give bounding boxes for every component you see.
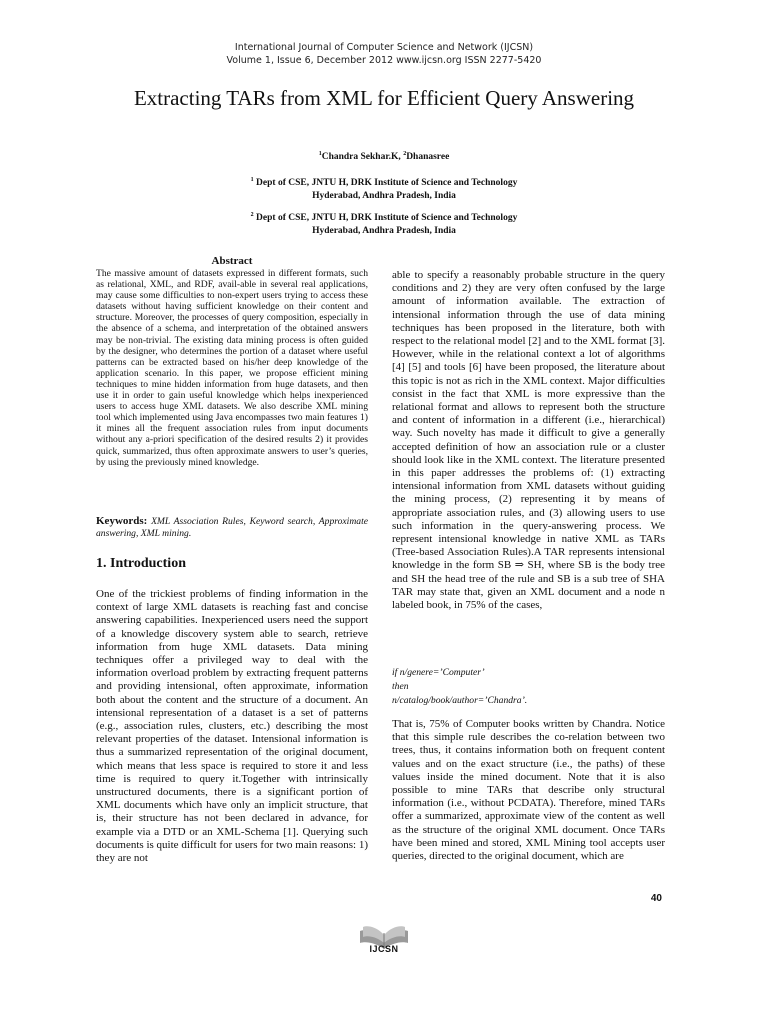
issue-header: Volume 1, Issue 6, December 2012 www.ijcsn.org ISSN 2277-5420: [226, 55, 542, 66]
keywords-block: [96, 516, 368, 539]
journal-header: International Journal of Computer Science and Network (IJCSN): [234, 42, 534, 53]
rule-line-1: if n/genere=’Computer’: [392, 667, 485, 678]
right-column-paragraph-2: That is, 75% of Computer books written by Chandra. Notice that this simple rule describes the co-relation between two trees, thus, it contains information both on frequent content values and on the exact structure (i.e., the paths) of these values inside the mined document. Note that it is also possible to mine TARs that describe only structural information (i.e., without PCDATA). Therefore, mined TARs offer a summarized, approximate view of the content as well as the structure of the original XML document. Once TARs have been mined and stored, XML Mining tool accepts user queries, directed to the original document, which are: [392, 718, 665, 863]
right-column-text: [392, 269, 665, 612]
rule-line-3: n/catalog/book/author=’Chandra’.: [392, 695, 528, 706]
intro-paragraph: One of the trickiest problems of finding information in the context of large XML datasets is reaching fast and concise answering capabilities. Inexperienced users need the support of a knowledge discovery system able to search, retrieve information from huge XML datasets. Data mining techniques offer a privileged way to deal with the information overload problem by extracting frequent patterns and providing intensional, often approximate, information both about the content and the structure of a document. An intensional representation of a dataset is a set of patterns (e.g., association rules, clusters, etc.) describing the most relevant properties of the dataset. Intensional information is thus a summarized representation of the original document, which means that less space is required to store it and less time is required to query it.Together with intrinsically unstructured documents, there is a significant portion of XML documents which have only an implicit structure, that is, their structure has not been declared in advance, for example via a DTD or an XML-Schema [1]. Querying such documents is quite difficult for users for two main reasons: 1) they are not: [96, 588, 368, 865]
affiliation-2-superscript: 2: [250, 212, 254, 218]
affiliation-1: [0, 174, 768, 203]
author1-name: Chandra Sekhar.K,: [321, 152, 404, 163]
rule-line-2: then: [392, 681, 409, 692]
intro-heading: 1. Introduction: [96, 556, 186, 571]
rule-example: [392, 666, 665, 708]
journal-logo-text: IJCSN: [369, 944, 399, 954]
author2-name: Dhanasree: [406, 152, 450, 163]
page-number: 40: [650, 893, 662, 904]
paper-title: Extracting TARs from XML for Efficient Query Answering: [133, 86, 635, 110]
affiliation-2-line1: Dept of CSE, JNTU H, DRK Institute of Science and Technology: [253, 213, 518, 224]
affiliation-1-line2: Hyderabad, Andhra Pradesh, India: [312, 191, 456, 202]
affiliation-1-superscript: 1: [250, 177, 254, 183]
keywords-label: Keywords:: [96, 515, 148, 527]
right-column-text-2: [392, 718, 665, 863]
affiliation-2-line2: Hyderabad, Andhra Pradesh, India: [312, 226, 456, 237]
author1-superscript: 1: [318, 151, 322, 157]
author-line: [0, 148, 768, 164]
affiliation-1-line1: Dept of CSE, JNTU H, DRK Institute of Science and Technology: [253, 178, 518, 189]
abstract-heading: Abstract: [211, 255, 253, 267]
abstract-text: [96, 268, 368, 468]
abstract-paragraph: The massive amount of datasets expressed in different formats, such as relational, XML, and RDF, avail-able in several real applications, may cause some difficulties to non-expert users trying to access these datasets without having sufficient knowledge on their content and structure. Moreover, the processes of query composition, especially in the absence of a schema, and interpretation of the obtained answers may be non-trivial. The existing data mining process is often guided by the designer, who determines the portion of a dataset where useful patterns can be extracted based on his/her deep knowledge of the application scenario. In this paper, we propose efficient mining techniques to mine hidden information from huge datasets, and then use it in order to gain useful knowledge which helps inexperienced users to access huge XML datasets. We also describe XML mining tool which implemented using Java encompasses two main features 1) it mines all the frequent association rules from input documents without any a-priori specification of the desired results 2) it provides quick, summarized, thus often approximate answers to user’s queries, by using the previously mined knowledge.: [96, 268, 368, 468]
affiliation-2: [0, 209, 768, 238]
intro-text: [96, 588, 368, 865]
right-column-paragraph: able to specify a reasonably probable structure in the query conditions and 2) they are very often confused by the large amount of information available. The extraction of intensional information through the use of data mining techniques has been proposed in the literature, both with respect to the relational model [2] and to the XML format [3]. However, while in the relational context a lot of algorithms [4] [5] and tools [6] have been proposed, the literature about this topic is not as rich in the XML context. Major difficulties consist in the fact that XML is more expressive than the relational format and allows to represent both the structure and content of information in a different (i.e., hierarchical) way. Such novelty has made it difficult to give a generally accepted definition of how an association rule or a cluster should look like in the XML context. The literature presented in this paper addresses the problems of: (1) extracting intensional information from XML datasets without guiding the mining process, (2) representing it by means of appropriate association rules, and (3) allowing users to use such information in the query-answering process. We represent intensional knowledge in native XML as TARs (Tree-based Association Rules).A TAR represents intensional knowledge in the form SB ⇒ SH, where SB is the body tree and SH the head tree of the rule and SB is a sub tree of SHA TAR may state that, given an XML document and a node n labeled book, in 75% of the cases,: [392, 269, 665, 612]
author2-superscript: 2: [403, 151, 407, 157]
keywords-text: XML Association Rules, Keyword search, Approximate answering, XML mining.: [96, 516, 368, 539]
